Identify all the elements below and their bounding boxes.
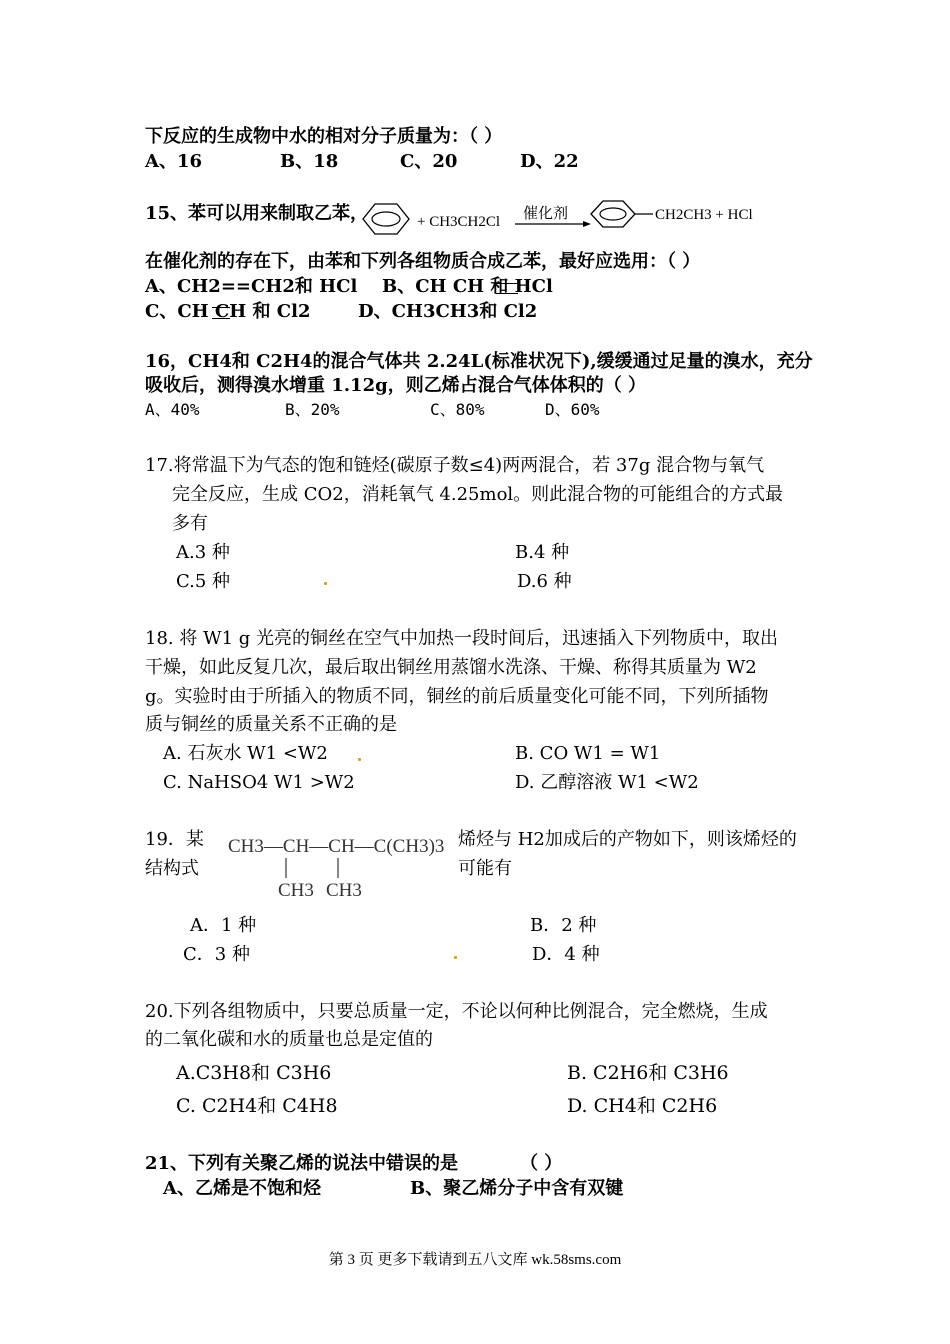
- benzene-ring-icon: [363, 204, 409, 234]
- q14-option-b: B、18: [280, 151, 339, 172]
- artifact-dot: [358, 758, 361, 761]
- q20-line1: 20.下列各组物质中，只要总质量一定，不论以何种比例混合，完全燃烧，生成: [145, 1001, 768, 1022]
- q16-option-a: A、40%: [145, 400, 200, 419]
- page-footer: 第 3 页 更多下载请到五八文库 wk.58sms.com: [328, 1252, 622, 1268]
- q19-branch1: CH3: [278, 880, 314, 901]
- benzene-ring-product-icon: [591, 201, 653, 227]
- q20-option-c: C. C2H4和 C4H8: [176, 1095, 338, 1117]
- q15-option-a: A、CH2==CH2和 HCl: [145, 276, 358, 297]
- q16-option-c: C、80%: [430, 400, 485, 419]
- q15-reagent: + CH3CH2Cl: [417, 214, 501, 230]
- q17-option-c: C.5 种: [176, 571, 231, 592]
- q16-line1: 16，CH4和 C2H4的混合气体共 2.24L(标准状况下),缓缓通过足量的溴水，充分: [145, 351, 813, 372]
- q19-option-c: C．3 种: [183, 944, 250, 965]
- q18-line2: 干燥，如此反复几次，最后取出铜丝用蒸馏水洗涤、干燥、称得其质量为 W2: [145, 657, 757, 678]
- q15-option-d: D、CH3CH3和 Cl2: [358, 301, 538, 322]
- q18-line3: g。实验时由于所插入的物质不同，铜丝的前后质量变化可能不同，下列所插物: [145, 686, 769, 707]
- q18-line4: 质与铜丝的质量关系不正确的是: [145, 714, 397, 735]
- q17-line3: 多有: [172, 513, 208, 534]
- q18-option-a: A. 石灰水 W1 <W2: [163, 743, 328, 764]
- q20-option-d: D. CH4和 C2H6: [567, 1095, 718, 1117]
- q15-stem: 15、苯可以用来制取乙苯，: [145, 203, 369, 224]
- q21-option-b: B、聚乙烯分子中含有双键: [410, 1178, 624, 1199]
- q18-option-d: D. 乙醇溶液 W1 <W2: [515, 772, 699, 793]
- q19-right1: 烯烃与 H2加成后的产物如下，则该烯烃的: [458, 829, 797, 850]
- q17-option-b: B.4 种: [515, 542, 570, 563]
- q17-option-a: A.3 种: [176, 542, 230, 563]
- q16-option-b: B、20%: [285, 400, 340, 419]
- triple-bond-icon: [496, 283, 518, 294]
- q19-right2: 可能有: [458, 858, 512, 879]
- q15-reaction-equation: [355, 194, 775, 244]
- q16-line2: 吸收后，测得溴水增重 1.12g，则乙烯占混合气体体积的（ ）: [145, 375, 646, 396]
- q17-line2: 完全反应，生成 CO2，消耗氧气 4.25mol。则此混合物的可能组合的方式最: [172, 484, 784, 505]
- q19-left1: 19．某: [145, 829, 204, 850]
- artifact-dot: [454, 956, 457, 959]
- q15-option-c: C、CH CH 和 Cl2: [145, 301, 311, 322]
- q19-structure-main: CH3—CH—CH—C(CH3)3: [228, 836, 445, 857]
- q19-branch2: CH3: [326, 880, 362, 901]
- q19-option-a: A．1 种: [190, 915, 257, 936]
- triple-bond-icon-2: [212, 307, 230, 319]
- q14-option-a: A、16: [145, 151, 203, 172]
- q21-option-a: A、乙烯是不饱和烃: [163, 1178, 321, 1199]
- q20-option-a: A.C3H8和 C3H6: [176, 1062, 332, 1084]
- q19-option-d: D．4 种: [532, 944, 600, 965]
- q17-line1: 17.将常温下为气态的饱和链烃(碳原子数≤4)两两混合，若 37g 混合物与氧气: [145, 455, 765, 476]
- q14-stem: 下反应的生成物中水的相对分子质量为：（ ）: [145, 126, 503, 147]
- q20-option-b: B. C2H6和 C3H6: [567, 1062, 729, 1084]
- q15-catalyst: 催化剂: [523, 206, 569, 222]
- q18-line1: 18. 将 W1 g 光亮的铜丝在空气中加热一段时间后，迅速插入下列物质中，取出: [145, 628, 778, 649]
- q16-option-d: D、60%: [545, 400, 600, 419]
- q15-product: CH2CH3 + HCl: [655, 207, 753, 223]
- q19-structural-formula: [226, 830, 448, 906]
- q20-line2: 的二氧化碳和水的质量也总是定值的: [145, 1029, 433, 1050]
- q15-option-b: B、CH CH 和 HCl: [382, 276, 553, 297]
- artifact-dot: [324, 582, 327, 585]
- q14-option-d: D、22: [520, 151, 579, 172]
- q14-option-c: C、20: [400, 151, 458, 172]
- q18-option-b: B. CO W1 = W1: [515, 743, 661, 764]
- q19-option-b: B．2 种: [530, 915, 597, 936]
- q19-left2: 结构式: [145, 858, 199, 879]
- q21-paren: （ ）: [520, 1153, 563, 1174]
- q18-option-c: C. NaHSO4 W1 >W2: [163, 772, 355, 793]
- q17-option-d: D.6 种: [517, 571, 572, 592]
- q15-stem2: 在催化剂的存在下，由苯和下列各组物质合成乙苯，最好应选用：（ ）: [145, 251, 701, 272]
- q21-stem: 21、下列有关聚乙烯的说法中错误的是: [145, 1153, 459, 1174]
